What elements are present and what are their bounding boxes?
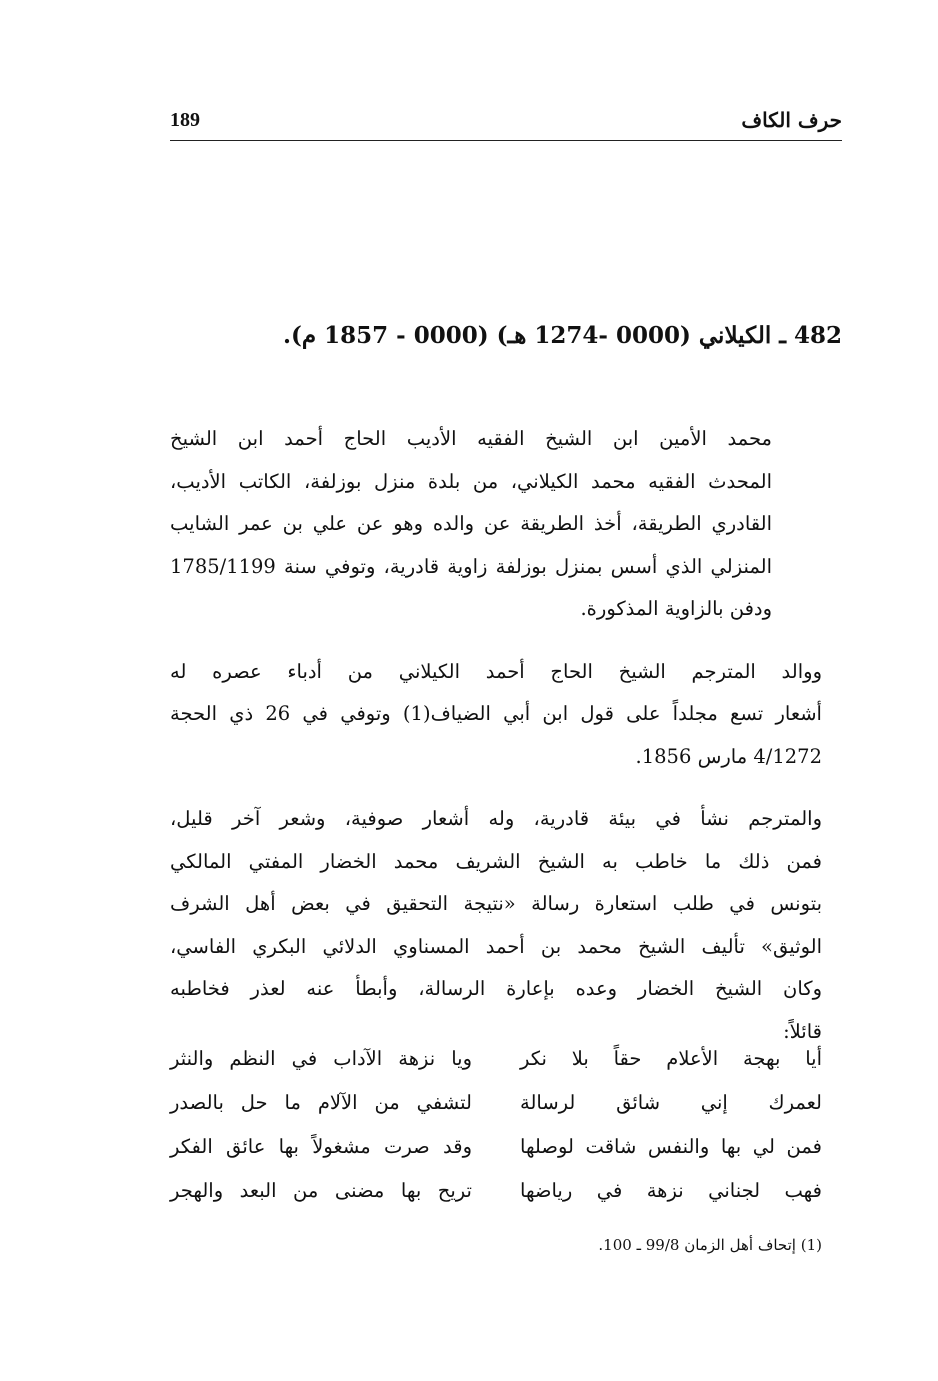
page-number: 189 bbox=[170, 108, 200, 131]
verse-second-hemistich: وقد صرت مشغولاً بها عائق الفكر bbox=[170, 1134, 472, 1158]
paragraph-3 bbox=[170, 798, 822, 1053]
poem bbox=[170, 1036, 822, 1212]
text-line: القادري الطريقة، أخذ الطريقة عن والده وهو عن علي بن عمر الشايب bbox=[170, 512, 772, 535]
text-line: المحدث الفقيه محمد الكيلاني، من بلدة منزل بوزلفة، الكاتب الأديب، bbox=[170, 469, 772, 493]
paragraph-1 bbox=[170, 418, 822, 631]
text-line: أشعار تسع مجلداً على قول ابن أبي الضياف(1) وتوفي في 26 ذي الحجة bbox=[170, 702, 822, 725]
text-line: 4/1272 مارس 1856. bbox=[635, 744, 822, 768]
poem-verse bbox=[170, 1168, 822, 1212]
verse-first-hemistich: فمن لي بها والنفس شاقت لوصلها bbox=[520, 1134, 822, 1158]
verse-first-hemistich: لعمرك إني شائق لرسالة bbox=[520, 1090, 822, 1114]
text-line: المنزلي الذي أسس بمنزل بوزلفة زاوية قادرية، وتوفي سنة 1785/1199 bbox=[170, 554, 772, 578]
verse-first-hemistich: أيا بهجة الأعلام حقاً بلا نكر bbox=[520, 1046, 822, 1070]
poem-verse bbox=[170, 1124, 822, 1168]
text-line: الوثيق» تأليف الشيخ محمد بن أحمد المسناوي الدلائي البكري الفاسي، bbox=[170, 934, 822, 958]
verse-second-hemistich: لتشفي من الآلام ما حل بالصدر bbox=[170, 1090, 472, 1114]
entry-title: 482 ـ الكيلاني (0000 -1274 هـ) (0000 - 1857 م). bbox=[283, 322, 842, 349]
poem-verse bbox=[170, 1036, 822, 1080]
verse-second-hemistich: ويا نزهة الآداب في النظم والنثر bbox=[170, 1046, 472, 1070]
text-line: محمد الأمين ابن الشيخ الفقيه الأديب الحاج أحمد ابن الشيخ bbox=[170, 427, 772, 450]
text-line: قائلاً: bbox=[783, 1019, 822, 1043]
footnote: (1) إتحاف أهل الزمان 99/8 ـ 100. bbox=[598, 1236, 822, 1254]
text-line: فمن ذلك ما خاطب به الشيخ الشريف محمد الخضار المفتي المالكي bbox=[170, 849, 822, 873]
biography-text bbox=[170, 418, 822, 1073]
verse-first-hemistich: فهب لجناني نزهة في رياضها bbox=[520, 1178, 822, 1202]
verse-second-hemistich: تريح بها مضنى من البعد والهجر bbox=[170, 1178, 472, 1202]
running-head: حرف الكاف bbox=[741, 108, 842, 132]
text-line: ووالد المترجم الشيخ الحاج أحمد الكيلاني من أدباء عصره له bbox=[170, 659, 822, 683]
poem-verse bbox=[170, 1080, 822, 1124]
text-line: بتونس في طلب استعارة رسالة «نتيجة التحقيق في بعض أهل الشرف bbox=[170, 892, 822, 915]
text-line: وكان الشيخ الخضار وعده بإعارة الرسالة، وأبطأ عنه لعذر فخاطبه bbox=[170, 977, 822, 1000]
text-line: ودفن بالزاوية المذكورة. bbox=[580, 597, 772, 620]
page-header bbox=[170, 100, 842, 141]
paragraph-2 bbox=[170, 651, 822, 779]
text-line: والمترجم نشأ في بيئة قادرية، وله أشعار صوفية، وشعر آخر قليل، bbox=[170, 807, 822, 830]
